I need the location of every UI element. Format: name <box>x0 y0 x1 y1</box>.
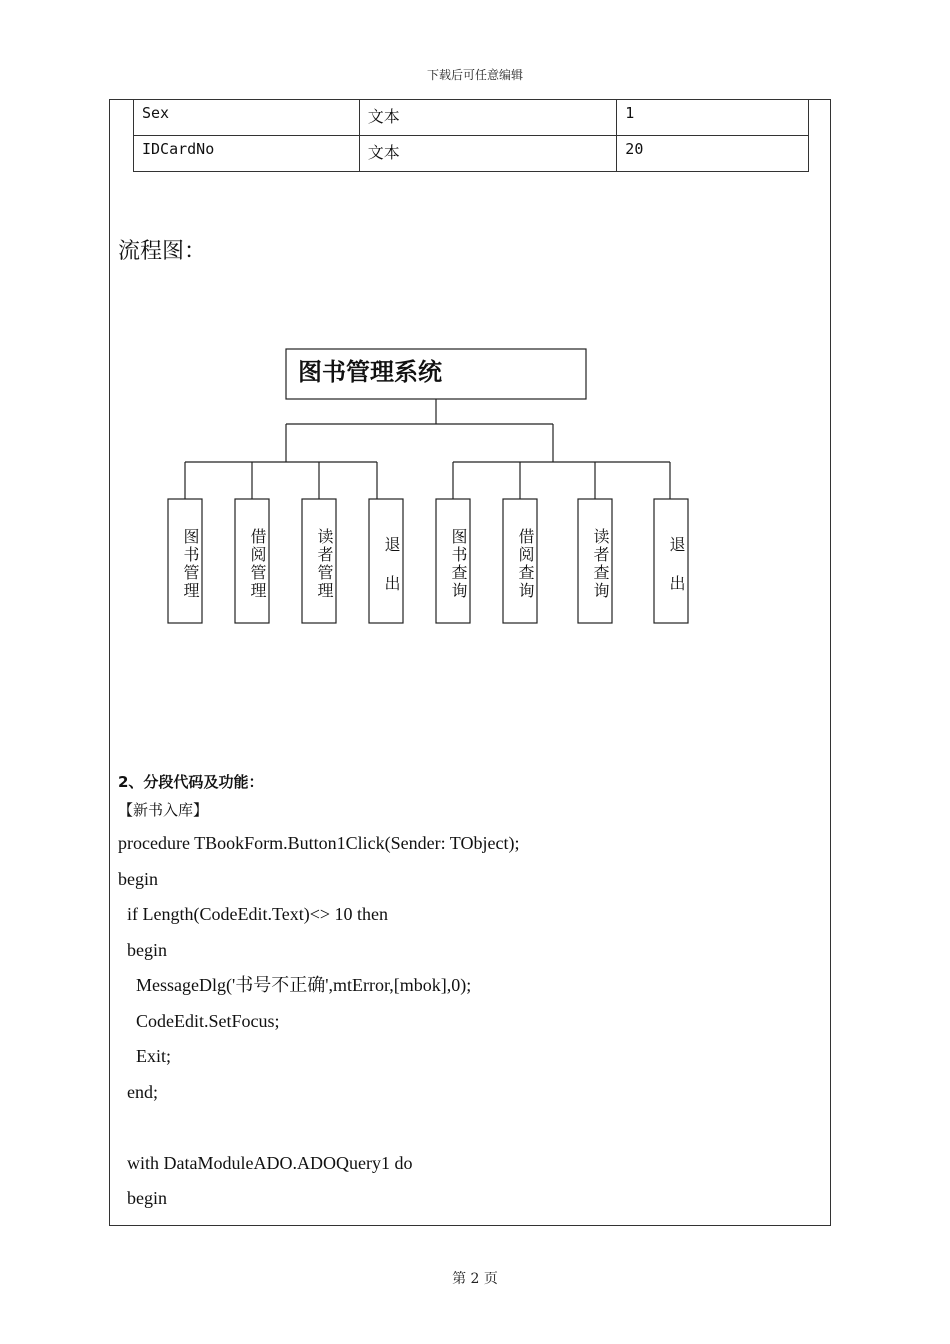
code-line: MessageDlg('书号不正确',mtError,[mbok],0); <box>118 975 472 995</box>
code-line: with DataModuleADO.ADOQuery1 do <box>118 1152 413 1173</box>
page-header: 下载后可任意编辑 <box>426 68 523 82</box>
flowchart-node: 图书查询 <box>449 528 468 600</box>
code-line: end; <box>118 1081 158 1102</box>
field-name: Sex <box>134 100 360 136</box>
code-line: Exit; <box>118 1046 171 1066</box>
code-line: if Length(CodeEdit.Text)<> 10 then <box>118 904 388 924</box>
flowchart-node: 读者管理 <box>315 528 334 600</box>
field-type: 文本 <box>359 100 617 136</box>
flowchart-root: 图书管理系统 <box>298 358 442 386</box>
flowchart-node: 借阅管理 <box>248 528 267 600</box>
flowchart-title: 流程图： <box>118 239 207 264</box>
flowchart-node: 退 出 <box>667 535 686 593</box>
code-section <box>118 770 818 1217</box>
flowchart-node: 借阅查询 <box>516 528 535 600</box>
code-line: begin <box>118 868 158 889</box>
code-line: procedure TBookForm.Button1Click(Sender: TObject); <box>118 833 520 853</box>
code-line: begin <box>118 1188 167 1208</box>
section-heading: 2、分段代码及功能： <box>118 773 264 791</box>
code-line: CodeEdit.SetFocus; <box>118 1010 280 1031</box>
code-line <box>118 1110 818 1146</box>
page-footer: 第 2 页 <box>452 1271 498 1287</box>
field-name: IDCardNo <box>134 136 360 172</box>
flowchart-node: 读者查询 <box>591 528 610 600</box>
field-length: 20 <box>617 136 809 172</box>
field-length: 1 <box>617 100 809 136</box>
flowchart-node: 图书管理 <box>181 528 200 600</box>
flowchart-node: 退 出 <box>382 535 401 593</box>
code-line: begin <box>118 939 167 960</box>
code-subtitle: 【新书入库】 <box>118 801 209 819</box>
field-type: 文本 <box>359 136 617 172</box>
